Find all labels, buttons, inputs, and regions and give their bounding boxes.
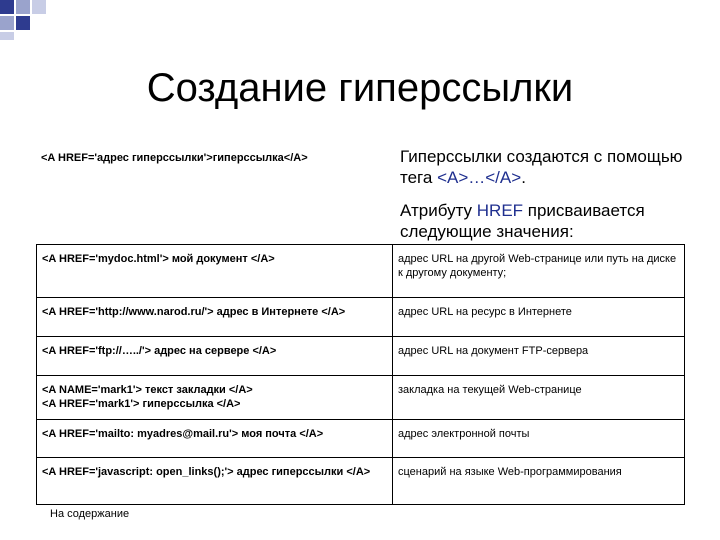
attribute-text [400,200,690,242]
code-cell: <A HREF='javascript: open_links();'> адрес гиперссылки </A> [37,458,393,505]
code-cell: <A HREF='http://www.narod.ru/'> адрес в Интернете </A> [37,298,393,337]
table-row [37,337,685,376]
attribute-text-post: присваивается следующие значения: [400,201,645,241]
corner-decoration [0,0,60,40]
href-highlight: HREF [476,201,524,220]
code-cell: <A NAME='mark1'> текст закладки </A> <A HREF='mark1'> гиперссылка </A> [37,376,393,420]
description-cell: адрес URL на другой Web-странице или путь на диске к другому документу; [393,245,685,298]
code-cell: <A HREF='ftp://…../'> адрес на сервере </A> [37,337,393,376]
code-cell: <A HREF='mailto: myadres@mail.ru'> моя почта </A> [37,420,393,458]
intro-text-pre: Гиперссылки создаются с помощью тега [400,147,683,187]
table-row [37,245,685,298]
attribute-text-pre: Атрибуту [400,201,477,220]
href-values-table [36,244,685,505]
syntax-example: <A HREF='адрес гиперссылки'>гиперссылка</A> [41,152,308,164]
contents-link[interactable]: На содержание [50,508,130,520]
code-cell: <A HREF='mydoc.html'> мой документ </A> [37,245,393,298]
intro-text [400,146,690,188]
intro-text-post: . [521,168,526,187]
table-row [37,298,685,337]
description-cell: адрес URL на документ FTP-сервера [393,337,685,376]
table-row [37,376,685,420]
description-cell: адрес электронной почты [393,420,685,458]
page-title: Создание гиперссылки [146,66,574,110]
description-cell: адрес URL на ресурс в Интернете [393,298,685,337]
table-row [37,420,685,458]
tag-highlight: <A>…</A> [437,168,522,187]
description-cell: закладка на текущей Web-странице [393,376,685,420]
table-row [37,458,685,505]
description-cell: сценарий на языке Web-программирования [393,458,685,505]
